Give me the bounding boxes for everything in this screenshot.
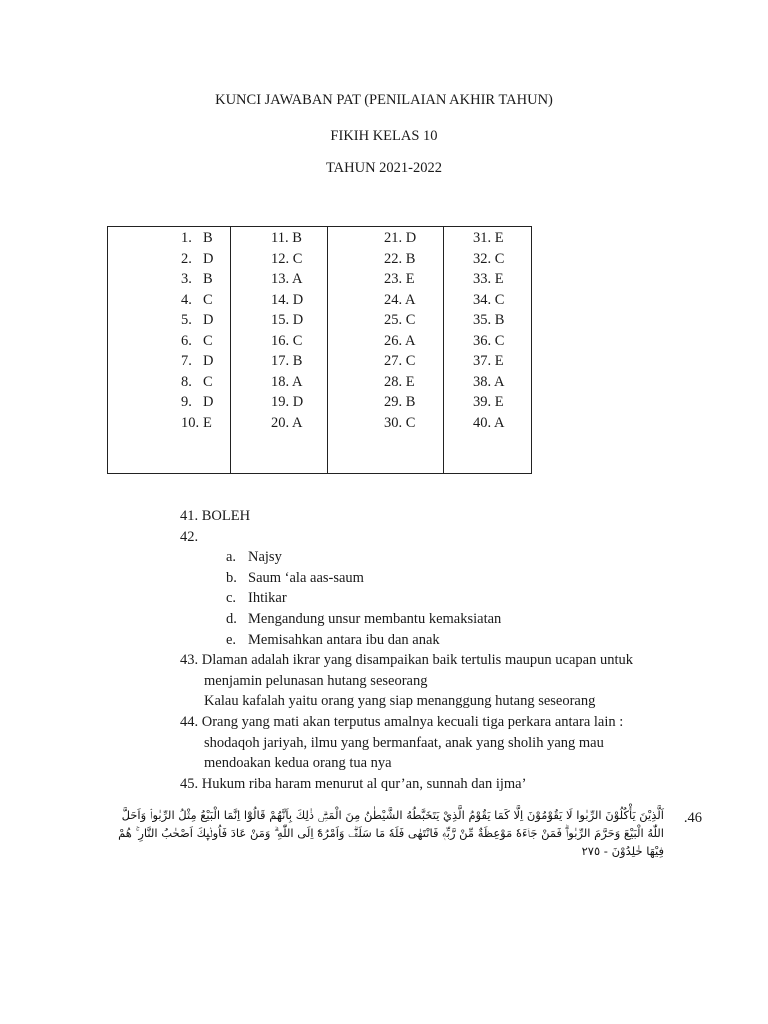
document-subject: FIKIH KELAS 10	[330, 128, 438, 144]
answer-column-1	[108, 227, 231, 473]
document-title: KUNCI JAWABAN PAT (PENILAIAN AKHIR TAHUN)	[215, 92, 553, 108]
answer-item: 2. D	[181, 250, 214, 267]
answer-item: 18. A	[271, 373, 303, 390]
list-item: c. Ihtikar	[226, 590, 287, 607]
answer-item: 19. D	[271, 394, 304, 410]
answer-column-3	[327, 227, 444, 473]
answer-item: 1. B	[181, 230, 213, 246]
answer-44-line-2: shodaqoh jariyah, ilmu yang bermanfaat, anak yang sholih yang mau	[204, 734, 604, 751]
answer-item: 26. A	[384, 332, 416, 349]
list-item: b. Saum ‘ala aas-saum	[226, 569, 364, 586]
answer-45: 45. Hukum riba haram menurut al qur’an, sunnah dan ijma’	[180, 775, 527, 792]
answer-item: 6. C	[181, 332, 213, 349]
answer-item: 37. E	[473, 353, 504, 369]
answer-item: 21. D	[384, 230, 417, 246]
answer-item: 23. E	[384, 271, 415, 287]
answer-item: 17. B	[271, 353, 303, 369]
answer-item: 28. E	[384, 373, 415, 390]
answer-item: 36. C	[473, 332, 505, 349]
answer-item: 12. C	[271, 250, 303, 267]
answer-column-4	[443, 227, 532, 473]
answer-44-line-1: 44. Orang yang mati akan terputus amalnya kecuali tiga perkara antara lain :	[180, 713, 624, 730]
answer-column-2	[230, 227, 328, 473]
answer-43-line-2: menjamin pelunasan hutang seseorang	[204, 672, 428, 689]
answer-item: 32. C	[473, 250, 505, 267]
answer-item: 20. A	[271, 414, 303, 431]
document-year: TAHUN 2021-2022	[325, 160, 443, 176]
answer-item: 39. E	[473, 394, 504, 410]
answer-item: 40. A	[473, 414, 505, 431]
answer-item: 4. C	[181, 291, 213, 308]
answer-item: 27. C	[384, 353, 416, 369]
answer-42: 42.	[180, 528, 199, 545]
answer-46-number: .46	[683, 810, 702, 826]
answer-item: 13. A	[271, 271, 303, 287]
list-item: a. Najsy	[226, 549, 282, 566]
answer-item: 15. D	[271, 312, 304, 328]
answer-item: 10. E	[181, 414, 212, 431]
answer-item: 33. E	[473, 271, 504, 287]
answer-item: 5. D	[181, 312, 214, 328]
list-item: e. Memisahkan antara ibu dan anak	[226, 631, 440, 648]
answer-item: 24. A	[384, 291, 416, 308]
essay-answers	[180, 506, 633, 794]
answer-item: 30. C	[384, 414, 416, 431]
answer-44-line-3: mendoakan kedua orang tua nya	[204, 755, 392, 772]
answer-43-line-3: Kalau kafalah yaitu orang yang siap menanggung hutang seseorang	[204, 693, 596, 710]
answer-item: 25. C	[384, 312, 416, 328]
answer-item: 11. B	[271, 230, 302, 246]
answer-item: 9. D	[181, 394, 214, 410]
answer-item: 8. C	[181, 373, 213, 390]
answer-43-line-1: 43. Dlaman adalah ikrar yang disampaikan baik tertulis maupun ucapan untuk	[180, 652, 633, 669]
answer-key-table	[107, 226, 532, 474]
answer-item: 7. D	[181, 353, 214, 369]
answer-item: 35. B	[473, 312, 505, 328]
quran-verse-text: اَلَّذِيْنَ يَأْكُلُوْنَ الرِّبٰوا لَا يَقُوْمُوْنَ اِلَّا كَمَا يَقُوْمُ الَّذِيْ يَتَخَبَّطُهُ الشَّيْطٰنُ مِنَ الْمَسِّۗ ذٰلِكَ بِاَنَّهُمْ قَالُوْٓا اِنَّمَا الْبَيْعُ مِثْلُ الرِّبٰواۘ وَاَحَلَّ اللّٰهُ الْبَيْعَ وَحَرَّمَ الرِّبٰواۗ فَمَنْ جَاۤءَهٗ مَوْعِظَةٌ مِّنْ رَّبِّهٖ فَانْتَهٰى فَلَهٗ مَا سَلَفَۗ وَاَمْرُهٗٓ اِلَى اللّٰهِ ۗ وَمَنْ عَادَ فَاُولٰۤىِٕكَ اَصْحٰبُ النَّارِ ۚ هُمْ فِيْهَا خٰلِدُوْنَ - ٢٧٥	[118, 808, 664, 858]
answer-item: 22. B	[384, 250, 416, 267]
answer-item: 38. A	[473, 373, 505, 390]
answer-item: 16. C	[271, 332, 303, 349]
answer-item: 14. D	[271, 291, 304, 308]
answer-item: 29. B	[384, 394, 416, 410]
answer-item: 3. B	[181, 271, 213, 287]
answer-item: 31. E	[473, 230, 504, 246]
answer-item: 34. C	[473, 291, 505, 308]
list-item: d. Mengandung unsur membantu kemaksiatan	[226, 610, 502, 627]
answer-42-list	[180, 547, 633, 650]
answer-41: 41. BOLEH	[180, 508, 251, 524]
